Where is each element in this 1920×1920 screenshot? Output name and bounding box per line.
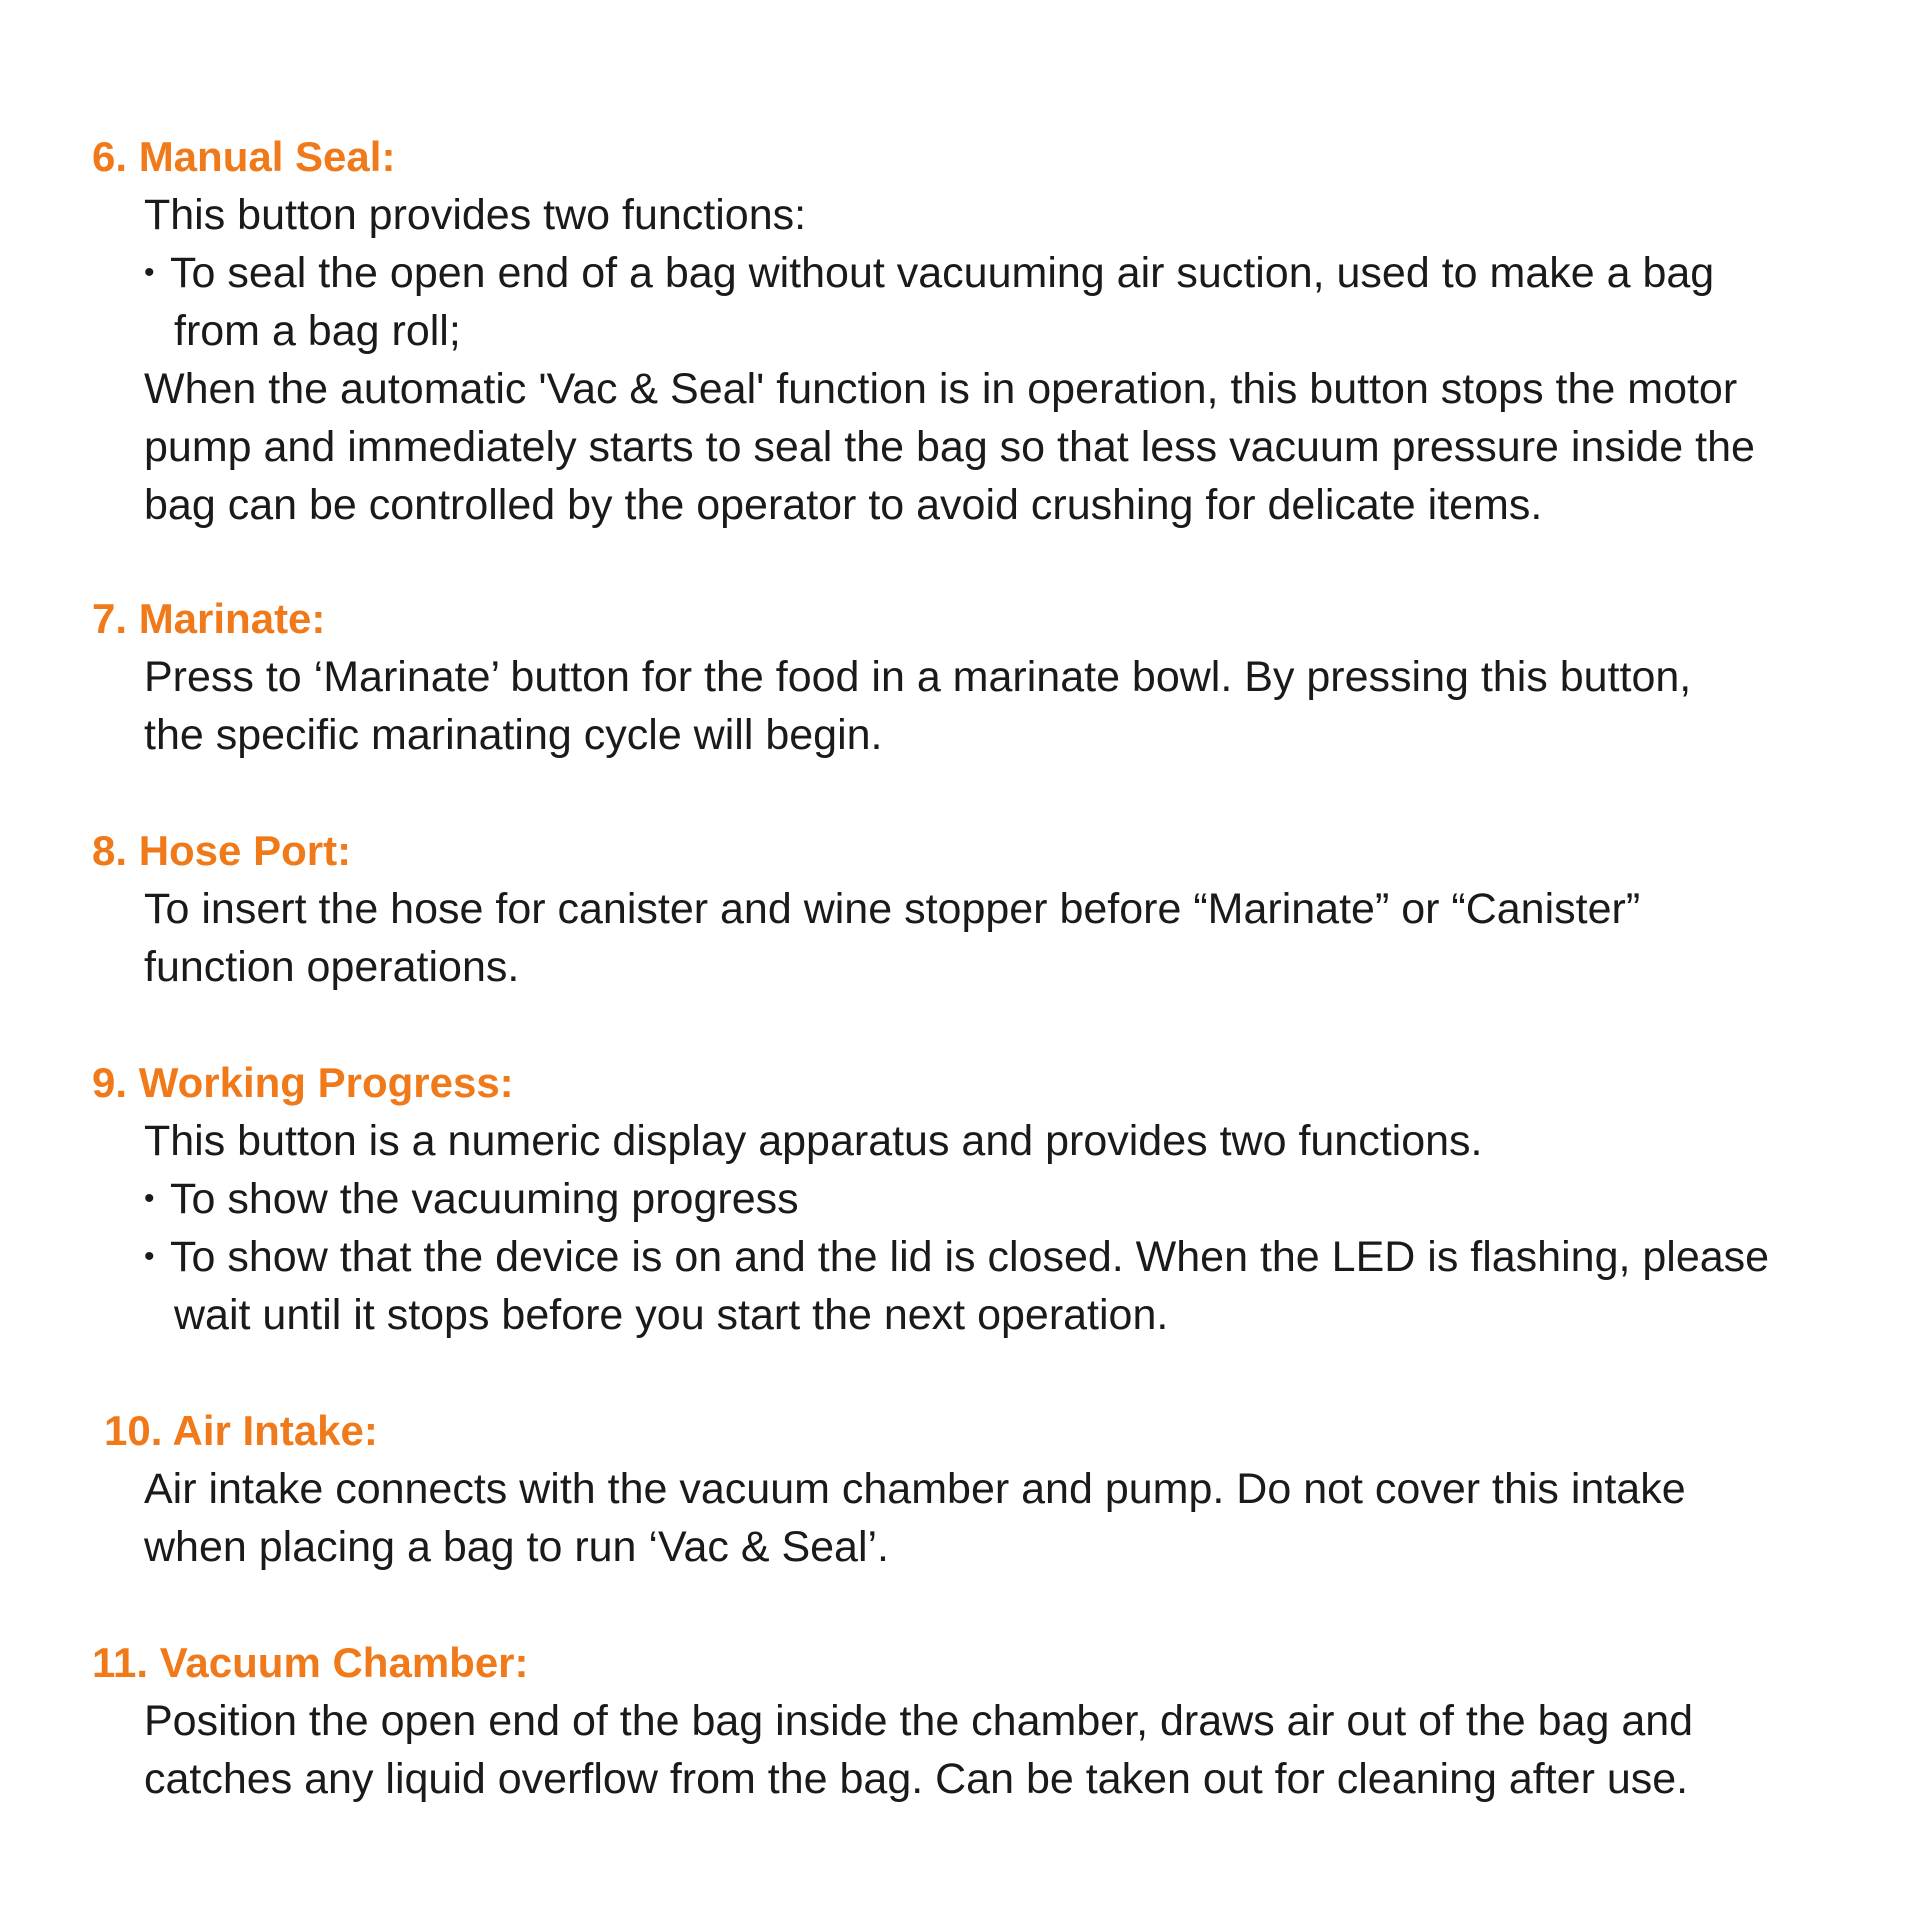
section-heading: 8. Hose Port: (92, 827, 352, 874)
section-heading: 7. Marinate: (92, 595, 326, 642)
body-line: To insert the hose for canister and wine stopper before “Marinate” or “Canister” (144, 885, 1641, 933)
body-line: Press to ‘Marinate’ button for the food in a marinate bowl. By pressing this button, (144, 653, 1692, 701)
body-line: the specific marinating cycle will begin. (144, 711, 883, 759)
bullet-text-line: wait until it stops before you start the next operation. (174, 1291, 1169, 1339)
bullet-text-line: To show that the device is on and the lid is closed. When the LED is flashing, please (170, 1233, 1770, 1281)
section-heading: 9. Working Progress: (92, 1059, 514, 1106)
bullet-text-line: To show the vacuuming progress (170, 1175, 799, 1223)
body-line: When the automatic 'Vac & Seal' function is in operation, this button stops the motor (144, 365, 1738, 413)
body-line: bag can be controlled by the operator to avoid crushing for delicate items. (144, 481, 1543, 529)
section-intro: This button is a numeric display apparatus and provides two functions. (144, 1117, 1483, 1165)
bullet-icon: • (144, 1182, 155, 1215)
body-line: Position the open end of the bag inside the chamber, draws air out of the bag and (144, 1697, 1694, 1745)
section-intro: This button provides two functions: (144, 191, 807, 239)
bullet-text-line: from a bag roll; (174, 307, 461, 355)
bullet-icon: • (144, 256, 155, 289)
section-heading: 11. Vacuum Chamber: (92, 1639, 529, 1686)
body-line: Air intake connects with the vacuum chamber and pump. Do not cover this intake (144, 1465, 1686, 1513)
bullet-text-line: To seal the open end of a bag without vacuuming air suction, used to make a bag (170, 249, 1715, 297)
body-line: when placing a bag to run ‘Vac & Seal’. (144, 1523, 890, 1571)
body-line: catches any liquid overflow from the bag. Can be taken out for cleaning after use. (144, 1755, 1689, 1803)
body-line: pump and immediately starts to seal the bag so that less vacuum pressure inside the (144, 423, 1755, 471)
section-heading: 10. Air Intake: (104, 1407, 378, 1454)
bullet-icon: • (144, 1240, 155, 1273)
section-heading: 6. Manual Seal: (92, 133, 396, 180)
body-line: function operations. (144, 943, 520, 991)
